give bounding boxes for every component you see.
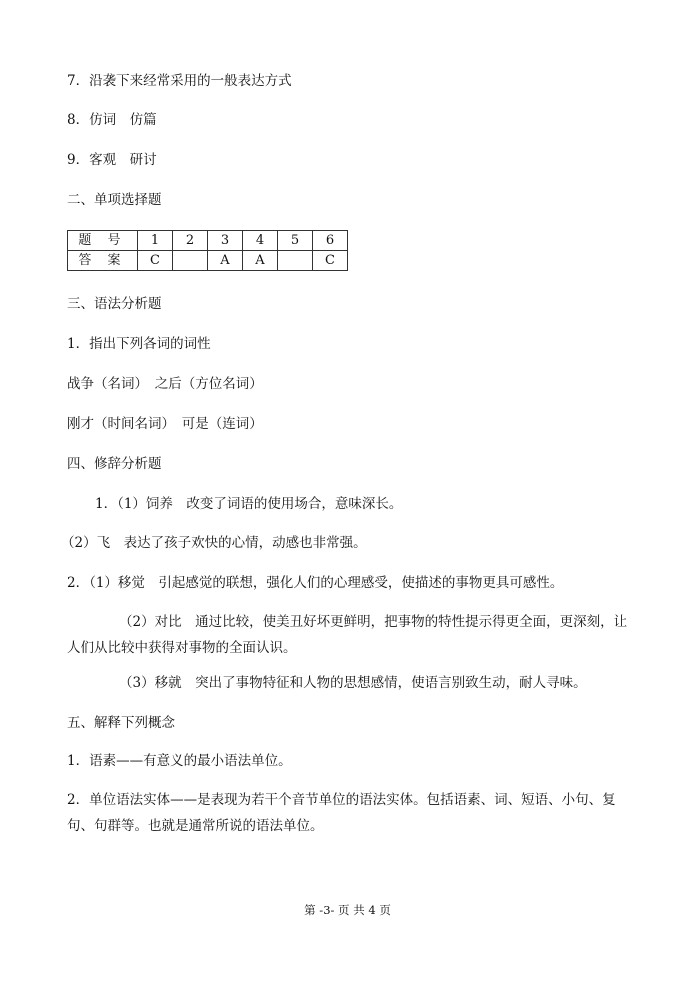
section-heading-2: 二、单项选择题 [67, 192, 162, 208]
concept-answer-1: 1．语素——有意义的最小语法单位。 [67, 753, 292, 769]
table-answer-cell: C [313, 251, 348, 271]
word-class-line-1: 战争（名词） 之后（方位名词） [67, 376, 263, 392]
table-number-cell: 5 [278, 231, 313, 251]
rhetoric-answer-2-1: 2．（1）移觉 引起感觉的联想，强化人们的心理感受，使描述的事物更具可感性。 [67, 575, 564, 591]
question-3-1: 1．指出下列各词的词性 [67, 336, 211, 352]
table-answer-cell [173, 251, 208, 271]
page-footer: 第 -3- 页 共 4 页 [304, 903, 391, 917]
answer-item-8: 8．仿词 仿篇 [67, 112, 157, 128]
table-number-cell: 1 [138, 231, 173, 251]
concept-answer-2: 2．单位语法实体——是表现为若干个音节单位的语法实体。包括语素、词、短语、小句、复句、句群等。也就是通常所说的语法单位。 [67, 792, 616, 834]
word-class-line-2: 刚才（时间名词） 可是（连词） [67, 416, 263, 432]
section-heading-4: 四、修辞分析题 [67, 456, 162, 472]
table-answer-label: 答 案 [68, 251, 138, 271]
answer-table [67, 230, 348, 271]
section-heading-5: 五、解释下列概念 [67, 715, 175, 731]
table-number-cell: 3 [208, 231, 243, 251]
section-heading-3: 三、语法分析题 [67, 296, 162, 312]
rhetoric-answer-2-3: （3）移就 突出了事物特征和人物的思想感情，使语言别致生动，耐人寻味。 [119, 675, 587, 691]
table-answer-cell: A [243, 251, 278, 271]
table-number-cell: 2 [173, 231, 208, 251]
rhetoric-answer-1-1: 1．（1）饲养 改变了词语的使用场合，意味深长。 [95, 496, 403, 512]
table-answer-cell: A [208, 251, 243, 271]
table-number-cell: 6 [313, 231, 348, 251]
answer-item-9: 9．客观 研讨 [67, 152, 157, 168]
answer-item-7: 7．沿袭下来经常采用的一般表达方式 [67, 73, 292, 89]
table-number-cell: 4 [243, 231, 278, 251]
rhetoric-answer-1-2: （2）飞 表达了孩子欢快的心情，动感也非常强。 [61, 535, 367, 551]
table-header-label: 题 号 [68, 231, 138, 251]
table-answer-cell: C [138, 251, 173, 271]
table-answer-cell [278, 251, 313, 271]
rhetoric-answer-2-2: （2）对比 通过比较，使美丑好坏更鲜明，把事物的特性提示得更全面，更深刻，让人们从比较中获得对事物的全面认识。 [67, 614, 628, 656]
table-row [68, 251, 348, 271]
table-row [68, 231, 348, 251]
